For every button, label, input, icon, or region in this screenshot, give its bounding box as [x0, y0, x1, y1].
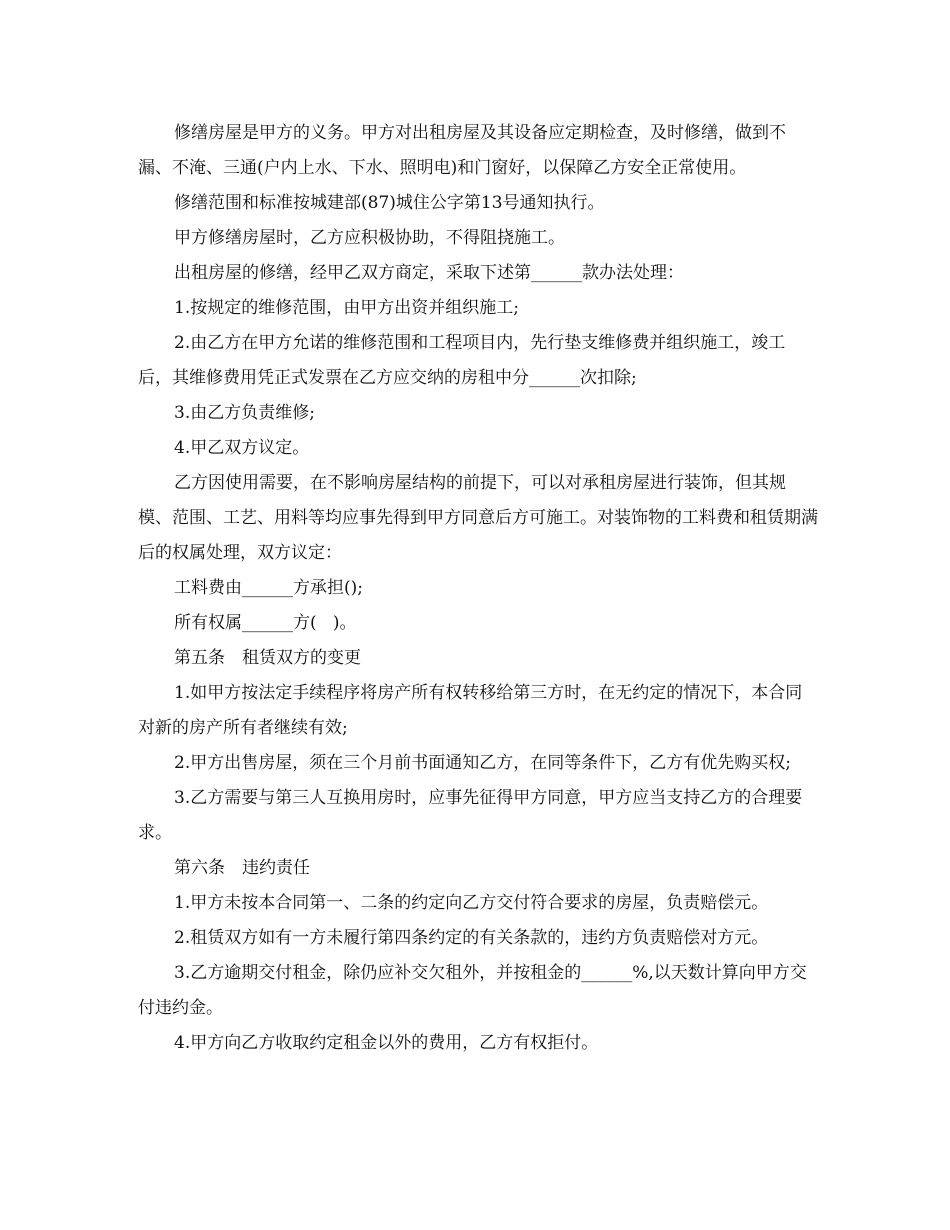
paragraph-liability-2: 2.租赁双方如有一方未履行第四条约定的有关条款的，违约方负责赔偿对方元。 [174, 928, 769, 948]
paragraph-decoration: 乙方因使用需要，在不影响房屋结构的前提下，可以对承租房屋进行装饰，但其规模、范围、工艺、用料等均应事先得到甲方同意后方可施工。对装饰物的工料费和租赁期满后的权属处理，双方议定： [138, 473, 818, 563]
paragraph-material-cost: 工料费由______方承担(); [174, 578, 363, 598]
document-body [138, 116, 818, 1061]
section-heading-article-6: 第六条 违约责任 [174, 858, 310, 878]
paragraph-repair-cooperation: 甲方修缮房屋时，乙方应积极协助，不得阻挠施工。 [174, 228, 565, 248]
paragraph-method-3: 3.由乙方负责维修; [174, 403, 315, 423]
paragraph-ownership: 所有权属______方( )。 [174, 613, 357, 633]
section-heading-article-5: 第五条 租赁双方的变更 [174, 648, 361, 668]
paragraph-method-4: 4.甲乙双方议定。 [174, 438, 310, 458]
paragraph-method-2: 2.由乙方在甲方允诺的维修范围和工程项目内，先行垫支维修费并组织施工，竣工后，其维修费用凭正式发票在乙方应交纳的房租中分______次扣除; [138, 333, 786, 388]
paragraph-liability-3: 3.乙方逾期交付租金，除仍应补交欠租外，并按租金的______%,以天数计算向甲方交付违约金。 [138, 963, 807, 1018]
paragraph-change-2: 2.甲方出售房屋，须在三个月前书面通知乙方，在同等条件下，乙方有优先购买权; [174, 753, 791, 773]
paragraph-change-3: 3.乙方需要与第三人互换用房时，应事先征得甲方同意，甲方应当支持乙方的合理要求。 [138, 788, 803, 843]
paragraph-repair-method: 出租房屋的修缮，经甲乙双方商定，采取下述第______款办法处理： [174, 263, 684, 283]
paragraph-change-1: 1.如甲方按法定手续程序将房产所有权转移给第三方时，在无约定的情况下，本合同对新的房产所有者继续有效; [138, 683, 803, 738]
paragraph-liability-4: 4.甲方向乙方收取约定租金以外的费用，乙方有权拒付。 [174, 1033, 599, 1053]
paragraph-repair-standard: 修缮范围和标准按城建部(87)城住公字第13号通知执行。 [174, 193, 605, 213]
paragraph-repair-obligation: 修缮房屋是甲方的义务。甲方对出租房屋及其设备应定期检查，及时修缮，做到不漏、不淹、三通(户内上水、下水、照明电)和门窗好，以保障乙方安全正常使用。 [138, 123, 786, 178]
paragraph-liability-1: 1.甲方未按本合同第一、二条的约定向乙方交付符合要求的房屋，负责赔偿元。 [174, 893, 769, 913]
paragraph-method-1: 1.按规定的维修范围，由甲方出资并组织施工; [174, 298, 519, 318]
